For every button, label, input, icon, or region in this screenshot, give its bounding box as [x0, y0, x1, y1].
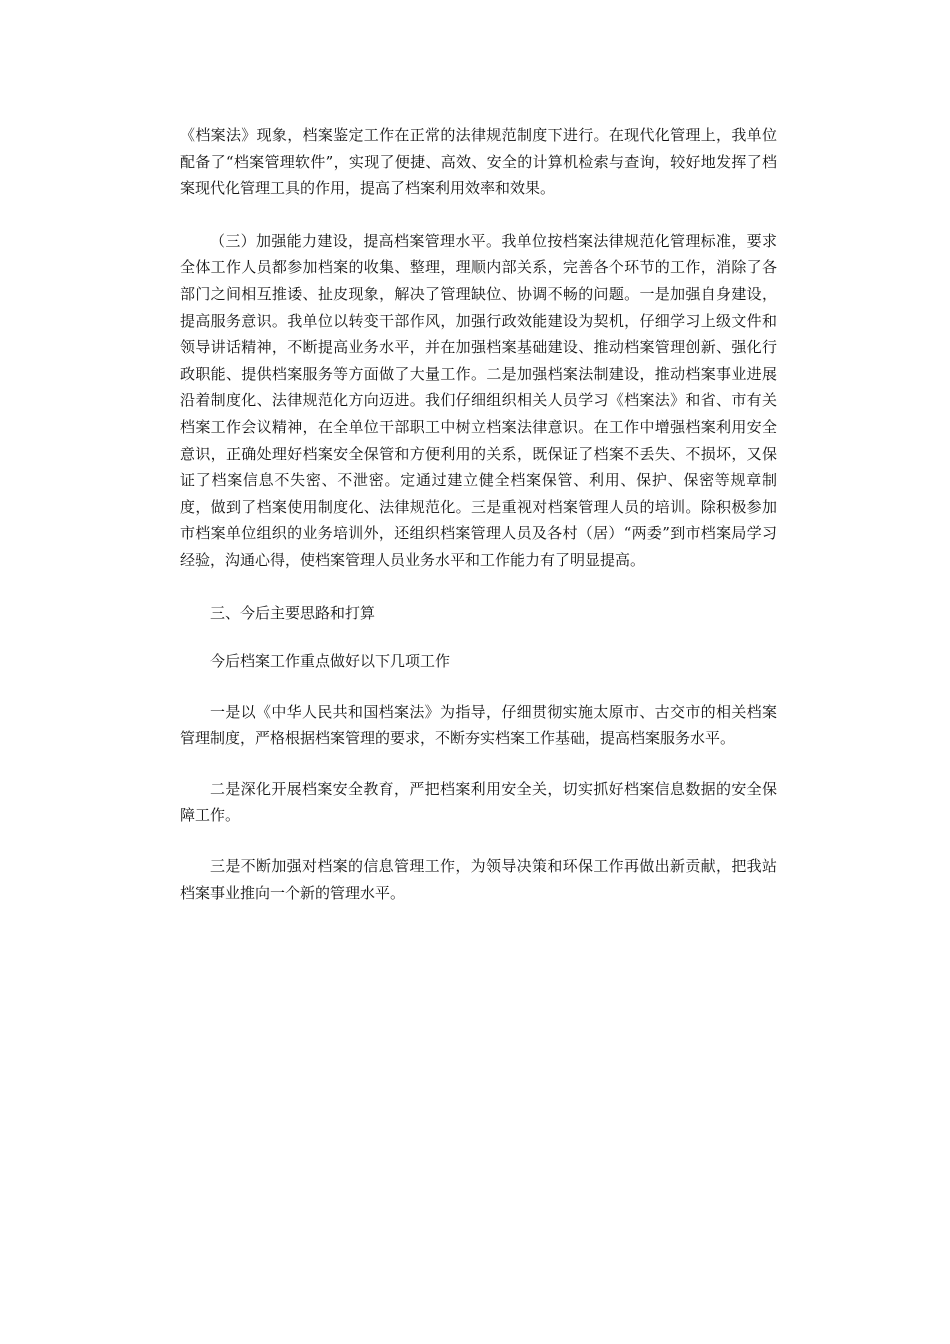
paragraph-plan-two: 二是深化开展档案安全教育，严把档案利用安全关，切实抓好档案信息数据的安全保障工作。 — [180, 779, 777, 825]
paragraph-capacity-building: （三）加强能力建设，提高档案管理水平。我单位按档案法律规范化管理标准，要求全体工作人员都参加档案的收集、整理，理顺内部关系，完善各个环节的工作，消除了各部门之间相互推诿、扯皮现象，解决了管理缺位、协调不畅的问题。一是加强自身建设，提高服务意识。我单位以转变干部作风，加强行政效能建设为契机，仔细学习上级文件和领导讲话精神，不断提高业务水平，并在加强档案基础建设、推动档案管理创新、强化行政职能、提供档案服务等方面做了大量工作。二是加强档案法制建设，推动档案事业进展沿着制度化、法律规范化方向迈进。我们仔细组织相关人员学习《档案法》和省、市有关档案工作会议精神，在全单位干部职工中树立档案法律意识。在工作中增强档案利用安全意识，正确处理好档案安全保管和方便利用的关系，既保证了档案不丢失、不损坏，又保证了档案信息不失密、不泄密。定通过建立健全档案保管、利用、保护、保密等规章制度，做到了档案使用制度化、法律规范化。三是重视对档案管理人员的培训。除积极参加市档案单位组织的业务培训外，还组织档案管理人员及各村（居）“两委”到市档案局学习经验，沟通心得，使档案管理人员业务水平和工作能力有了明显提高。 — [180, 231, 777, 569]
paragraph-plan-three: 三是不断加强对档案的信息管理工作，为领导决策和环保工作再做出新贡献，把我站档案事业推向一个新的管理水平。 — [180, 857, 777, 902]
paragraph-future-work-intro: 今后档案工作重点做好以下几项工作 — [210, 652, 451, 671]
paragraph-archive-law-continuation: 《档案法》现象，档案鉴定工作在正常的法律规范制度下进行。在现代化管理上，我单位配备了“档案管理软件”，实现了便捷、高效、安全的计算机检索与查询，较好地发挥了档案现代化管理工具的作用，提高了档案利用效率和效果。 — [180, 126, 777, 198]
document-body — [180, 122, 777, 906]
paragraph-plan-one: 一是以《中华人民共和国档案法》为指导，仔细贯彻实施太原市、古交市的相关档案管理制度，严格根据档案管理的要求，不断夯实档案工作基础，提高档案服务水平。 — [180, 702, 777, 748]
section-heading-future-plans: 三、今后主要思路和打算 — [210, 603, 376, 622]
